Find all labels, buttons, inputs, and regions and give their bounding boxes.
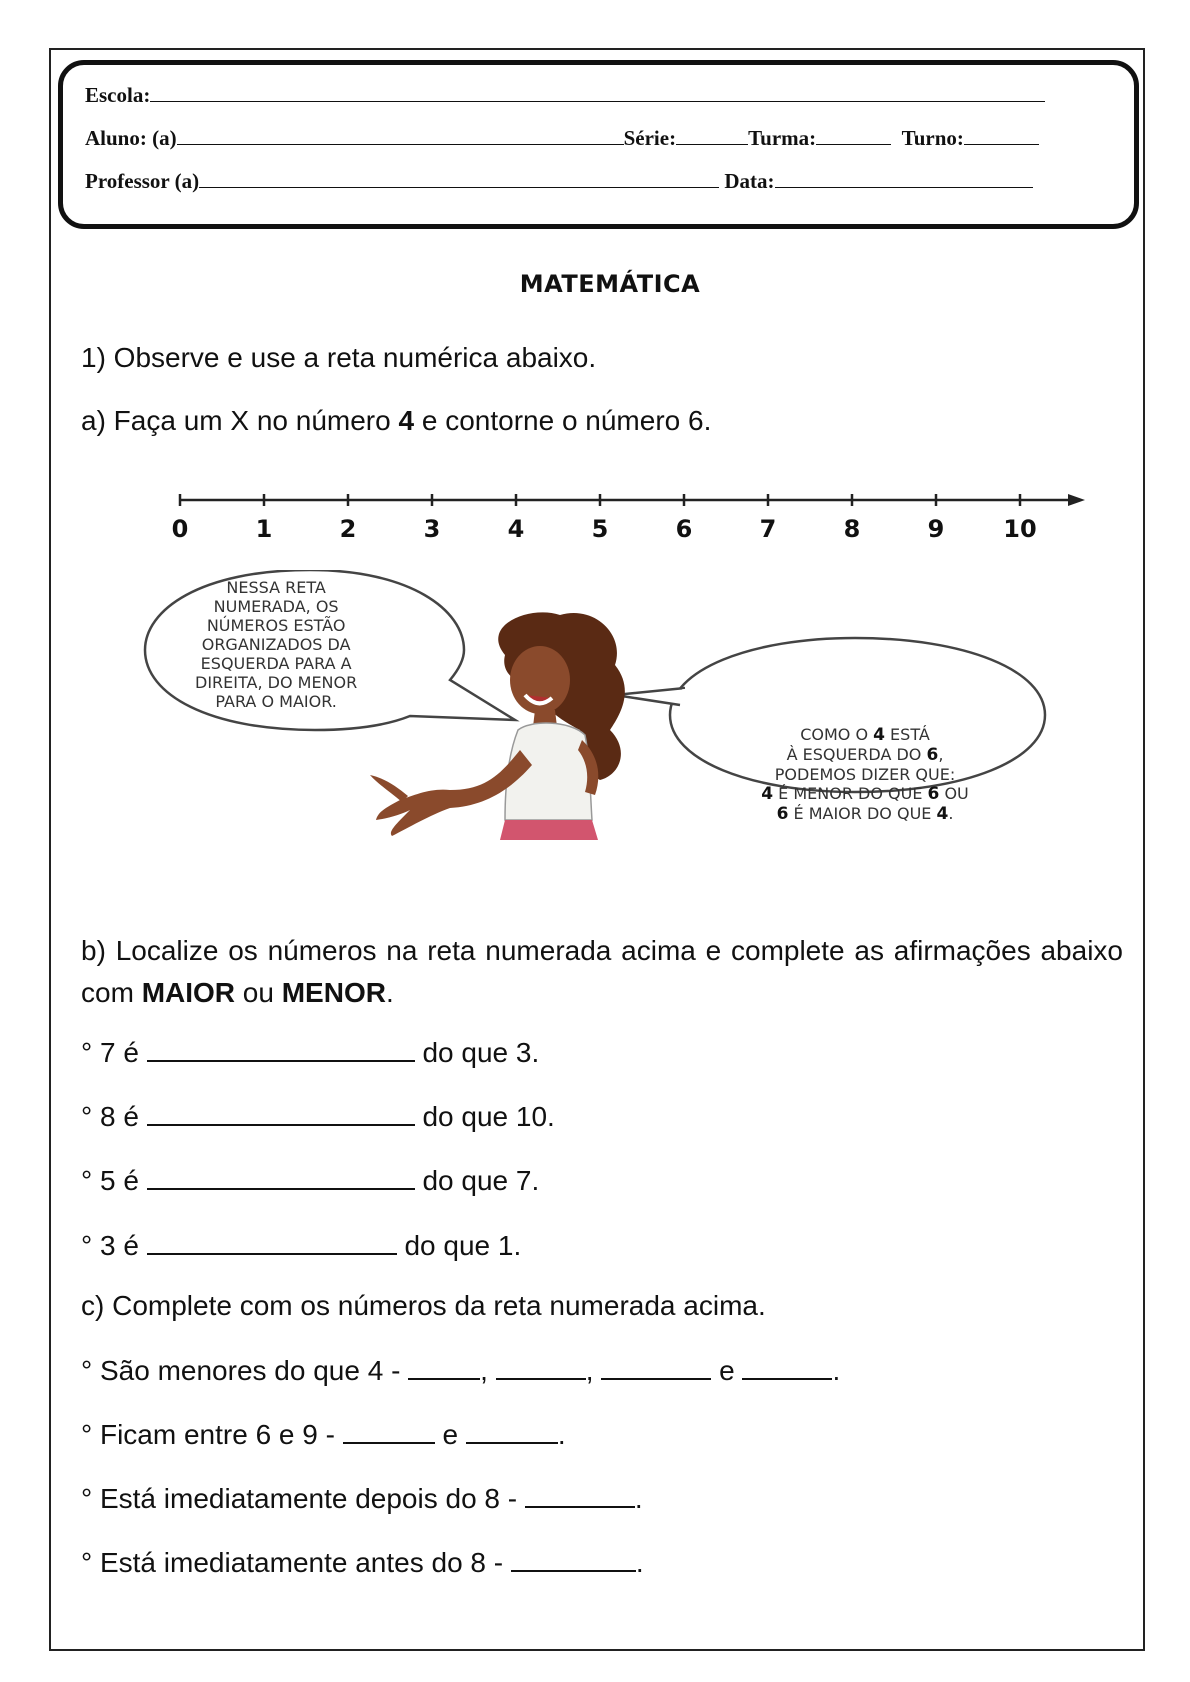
- q1b-text: ou: [235, 977, 282, 1008]
- answer-blank[interactable]: [466, 1418, 558, 1444]
- girl-hand: [370, 775, 408, 802]
- q1b-item: [81, 1036, 539, 1069]
- answer-blank[interactable]: [496, 1354, 586, 1380]
- answer-blank[interactable]: [147, 1100, 415, 1126]
- rb-text: À ESQUERDA DO: [786, 745, 927, 764]
- q1c-sep: ,: [480, 1355, 488, 1386]
- q1-prompt: 1) Observe e use a reta numérica abaixo.: [81, 342, 597, 373]
- q1b-item: [81, 1100, 555, 1133]
- q1b-item-post: do que 7.: [414, 1165, 540, 1196]
- answer-blank[interactable]: [147, 1036, 415, 1062]
- q1c-sep: .: [634, 1483, 643, 1514]
- data-field[interactable]: [775, 168, 1033, 188]
- girl-skirt: [500, 820, 598, 840]
- professor-field[interactable]: [199, 168, 719, 188]
- q1a-post: e contorne o número 6.: [414, 405, 712, 436]
- left-bubble-line: ESQUERDA PARA A: [200, 654, 352, 673]
- q1b-menor: MENOR: [281, 977, 386, 1008]
- right-bubble-tail: [615, 688, 685, 705]
- number-line: [160, 485, 1100, 545]
- q1c-sep: e: [434, 1419, 466, 1450]
- rb-text: ESTÁ: [884, 725, 930, 744]
- number-line-label: 2: [339, 515, 357, 543]
- rb-number: 6: [776, 804, 789, 824]
- right-bubble-text: [745, 725, 985, 824]
- q1b-item: [81, 1164, 539, 1197]
- turno-label: Turno:: [901, 126, 964, 150]
- q1c-sep: e: [711, 1355, 743, 1386]
- answer-blank[interactable]: [147, 1229, 397, 1255]
- rb-number: 4: [873, 725, 885, 745]
- q1b-text: b) Localize os números na reta numerada acima e complete as afirmações abaixo com: [81, 935, 1123, 1008]
- rb-text: ,: [938, 745, 944, 764]
- right-bubble-line: [745, 804, 985, 824]
- q1c-item-pre: ° Está imediatamente depois do 8 -: [81, 1483, 525, 1514]
- escola-label: Escola:: [85, 83, 151, 107]
- escola-field[interactable]: [150, 82, 1045, 102]
- left-bubble-line: PARA O MAIOR.: [215, 692, 337, 711]
- answer-blank[interactable]: [742, 1354, 832, 1380]
- number-line-arrow: [1068, 494, 1085, 506]
- q1b-item-pre: ° 5 é: [81, 1165, 147, 1196]
- q1a-number: 4: [398, 405, 415, 436]
- rb-text: OU: [939, 784, 969, 803]
- answer-blank[interactable]: [601, 1354, 711, 1380]
- rb-number: 4: [761, 784, 774, 804]
- q1c-sep: .: [557, 1419, 566, 1450]
- q1a-pre: a) Faça um X no número: [81, 405, 399, 436]
- rb-number: 6: [926, 745, 939, 765]
- number-line-ticks: [172, 494, 1037, 543]
- left-bubble-line: NUMERADA, OS: [213, 597, 339, 616]
- number-line-label: 0: [171, 515, 189, 543]
- rb-number: 4: [936, 804, 949, 824]
- serie-field[interactable]: [676, 125, 748, 145]
- number-line-label: 10: [1003, 515, 1037, 543]
- q1c-item: [81, 1546, 644, 1579]
- left-bubble-text: [195, 578, 357, 711]
- professor-label: Professor (a): [85, 169, 200, 193]
- q1b-maior: MAIOR: [141, 977, 236, 1008]
- q1b-item-post: do que 10.: [414, 1101, 555, 1132]
- professor-line: [85, 168, 1033, 194]
- q1c-item-pre: ° Está imediatamente antes do 8 -: [81, 1547, 511, 1578]
- left-bubble-line: DIREITA, DO MENOR: [195, 673, 358, 692]
- q1c-sep: .: [635, 1547, 644, 1578]
- turno-field[interactable]: [964, 125, 1039, 145]
- turma-field[interactable]: [816, 125, 891, 145]
- left-bubble-line: NÚMEROS ESTÃO: [206, 616, 346, 635]
- answer-blank[interactable]: [343, 1418, 435, 1444]
- q1a-prompt: [81, 405, 711, 437]
- number-line-label: 7: [759, 515, 777, 543]
- number-line-label: 5: [591, 515, 609, 543]
- number-line-label: 6: [675, 515, 693, 543]
- q1b-item-pre: ° 7 é: [81, 1037, 147, 1068]
- data-label: Data:: [724, 169, 775, 193]
- serie-label: Série:: [623, 126, 677, 150]
- escola-line: [85, 82, 1045, 108]
- turma-label: Turma:: [748, 126, 817, 150]
- left-bubble-line: ORGANIZADOS DA: [201, 635, 351, 654]
- q1b-item-post: do que 1.: [396, 1230, 522, 1261]
- q1c-item: [81, 1482, 643, 1515]
- number-line-label: 8: [843, 515, 861, 543]
- rb-text: .: [948, 804, 954, 823]
- q1b-text: .: [385, 977, 394, 1008]
- answer-blank[interactable]: [408, 1354, 480, 1380]
- aluno-line: [85, 125, 1039, 151]
- number-line-label: 3: [423, 515, 441, 543]
- answer-blank[interactable]: [511, 1546, 636, 1572]
- left-bubble-line: NESSA RETA: [226, 578, 326, 597]
- rb-text: É MENOR DO QUE: [773, 784, 928, 803]
- aluno-field[interactable]: [177, 125, 624, 145]
- number-line-label: 9: [927, 515, 945, 543]
- q1b-item-post: do que 3.: [414, 1037, 540, 1068]
- aluno-label: Aluno: (a): [85, 126, 177, 150]
- q1b-item: [81, 1229, 521, 1262]
- q1c-sep: ,: [585, 1355, 594, 1386]
- answer-blank[interactable]: [147, 1164, 415, 1190]
- page-title: MATEMÁTICA: [519, 270, 701, 298]
- number-line-label: 4: [507, 515, 525, 543]
- right-bubble-line: PODEMOS DIZER QUE:: [774, 765, 956, 784]
- q1c-item: [81, 1354, 840, 1387]
- right-bubble-line: [745, 745, 985, 765]
- rb-number: 6: [927, 784, 940, 804]
- rb-text: COMO O: [800, 725, 874, 744]
- q1b-item-pre: ° 3 é: [81, 1230, 147, 1261]
- q1b-instructions: [81, 930, 1123, 1014]
- q1c-item-pre: ° Ficam entre 6 e 9 -: [81, 1419, 343, 1450]
- q1c-sep: .: [832, 1355, 841, 1386]
- answer-blank[interactable]: [525, 1482, 635, 1508]
- number-line-label: 1: [255, 515, 273, 543]
- rb-text: É MAIOR DO QUE: [788, 804, 937, 823]
- right-bubble-line: [745, 725, 985, 745]
- q1c-prompt: c) Complete com os números da reta numerada acima.: [81, 1290, 766, 1321]
- q1c-item-pre: ° São menores do que 4 -: [81, 1355, 409, 1386]
- q1b-item-pre: ° 8 é: [81, 1101, 147, 1132]
- q1c-item: [81, 1418, 566, 1451]
- right-bubble-line: [745, 784, 985, 804]
